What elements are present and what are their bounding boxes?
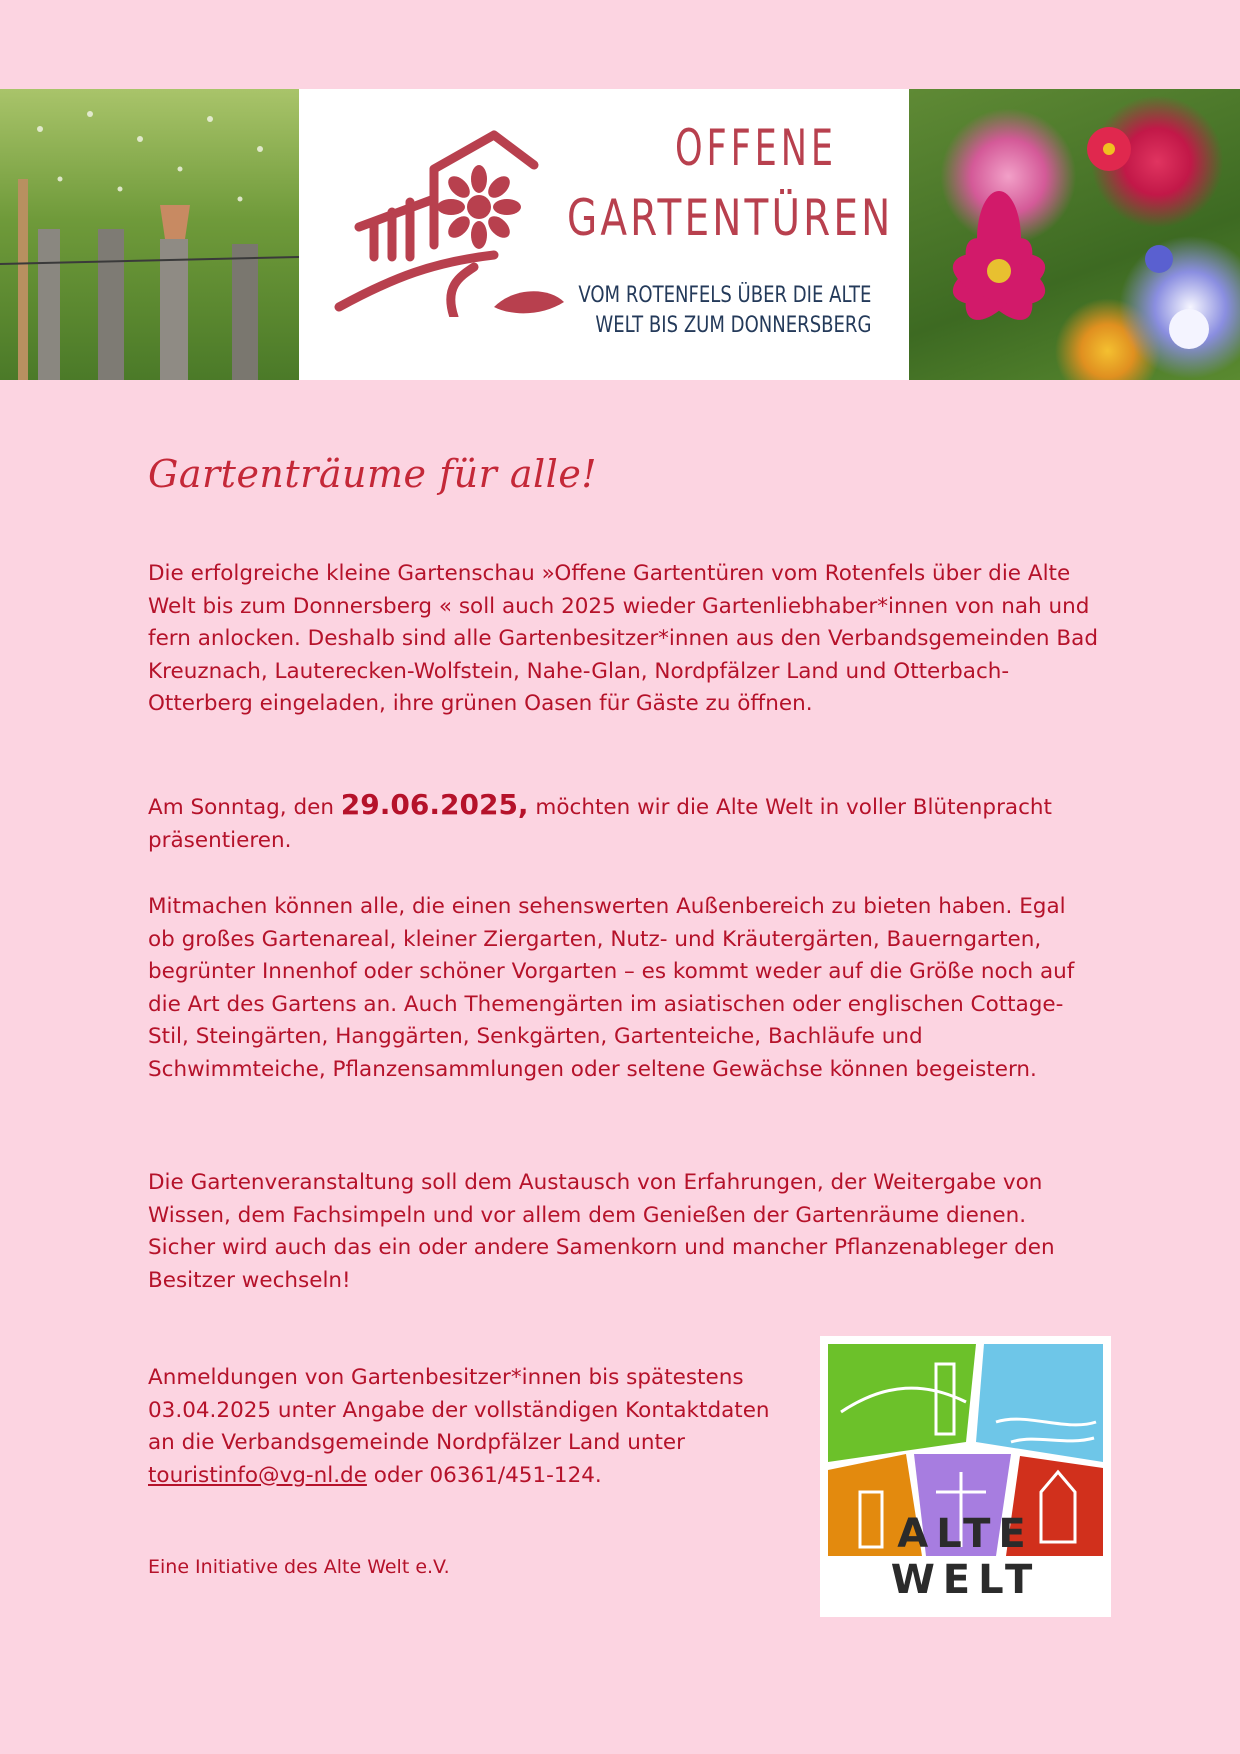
offene-gartentueren-logo: [299, 89, 909, 380]
logo-title-offene: OFFENE: [675, 119, 837, 177]
date-paragraph-post: möchten wir die Alte Welt in voller Blütenpracht präsentieren.: [148, 795, 1052, 853]
alte-welt-logo: [820, 1336, 1111, 1617]
email-link[interactable]: touristinfo@vg-nl.de: [148, 1462, 367, 1488]
alte-welt-wordmark: ALTE WELT: [890, 1511, 1041, 1603]
registration-paragraph: [148, 1362, 798, 1492]
logo-title-gartentueren: GARTENTÜREN: [567, 189, 894, 247]
house-flower-icon: [334, 127, 564, 317]
wildflower-photo: [909, 89, 1240, 380]
initiative-note: Eine Initiative des Alte Welt e.V.: [148, 1556, 450, 1578]
date-paragraph-pre: Am Sonntag, den: [148, 795, 341, 820]
registration-text: Anmeldungen von Gartenbesitzer*innen bis spätestens 03.04.2025 unter Angabe der vollständigen Kontaktdaten an die Verbandsgemeinde Nordpfälzer Land unter: [148, 1365, 770, 1455]
logo-subtitle-line-1: VOM ROTENFELS ÜBER DIE ALTE: [577, 283, 871, 308]
cosmos-flower-illustration: [909, 89, 1240, 380]
logo-subtitle-line-2: WELT BIS ZUM DONNERSBERG: [594, 313, 871, 338]
garden-fence-photo: [0, 89, 299, 380]
purpose-paragraph: Die Gartenveranstaltung soll dem Austausch von Erfahrungen, der Weitergabe von Wissen, dem Fachsimpeln und vor allem dem Genießen der Gartenräume dienen. Sicher wird auch das ein oder andere Samenkorn und mancher Pflanzenableger den Besitzer wechseln!: [148, 1170, 1055, 1293]
intro-paragraph: Die erfolgreiche kleine Gartenschau »Offene Gartentüren vom Rotenfels über die Alte Welt bis zum Donnersberg « soll auch 2025 wieder Gartenliebhaber*innen von nah und fern anlocken. Deshalb sind alle Gartenbesitzer*innen aus den Verbandsgemeinden Bad Kreuznach, Lauterecken-Wolfstein, Nahe-Glan, Nordpfälzer Land und Otterbach-Otterberg eingeladen, ihre grünen Oasen für Gäste zu öffnen.: [148, 561, 1098, 716]
header-banner: [0, 89, 1240, 380]
logo-subtitle: [578, 281, 871, 341]
participation-paragraph: Mitmachen können alle, die einen sehenswerten Außenbereich zu bieten haben. Egal ob großes Gartenareal, kleiner Ziergarten, Nutz- und Kräutergärten, Bauerngarten, begrünter Innenhof oder schöner Vorgarten – es kommt weder auf die Größe noch auf die Art des Gartens an. Auch Themengärten im asiatischen oder englischen Cottage-Stil, Steingärten, Hanggärten, Senkgärten, Gartenteiche, Bachläufe und Schwimmteiche, Pflanzensammlungen oder seltene Gewächse können begeistern.: [148, 894, 1075, 1082]
event-date: 29.06.2025,: [340, 788, 529, 821]
phone-text: oder 06361/451-124.: [366, 1462, 602, 1488]
fence-illustration: [0, 89, 299, 380]
date-paragraph: [148, 789, 1098, 857]
page-headline: Gartenträume für alle!: [148, 452, 598, 496]
